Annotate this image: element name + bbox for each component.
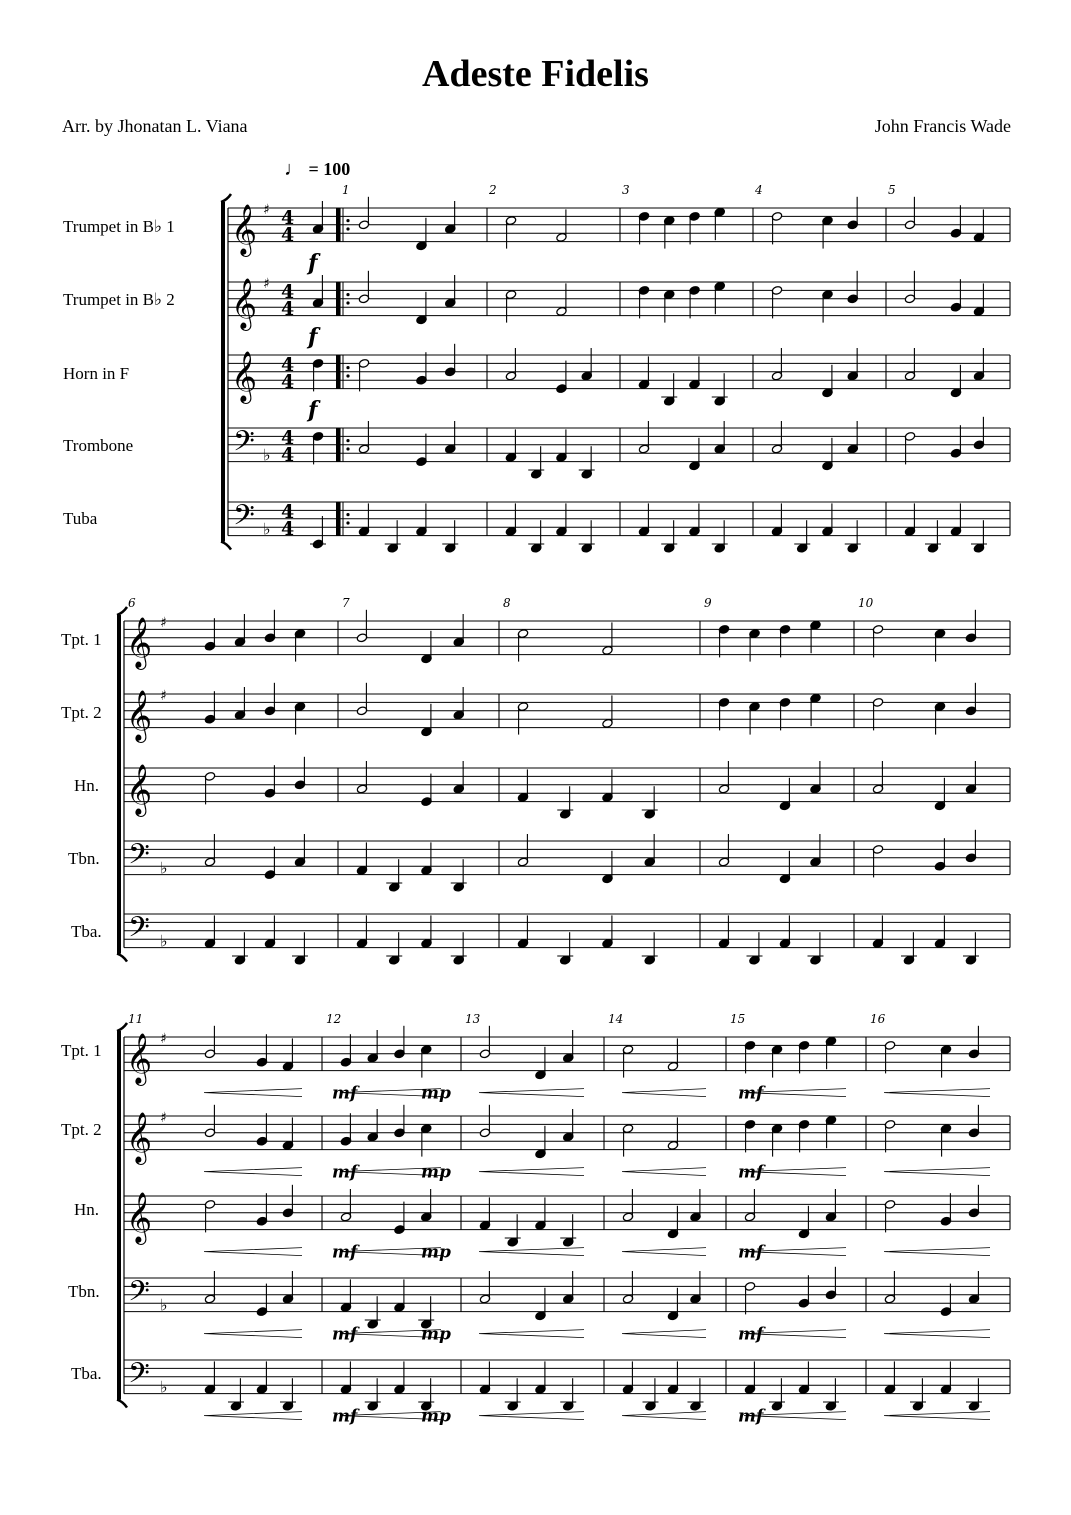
crescendo-hairpin — [479, 1168, 584, 1176]
crescendo-hairpin — [622, 1330, 706, 1338]
system-bracket — [117, 615, 121, 954]
instrument-name-horn: Horn in F — [63, 364, 130, 383]
score-title: Adeste Fidelis — [422, 53, 649, 95]
repeat-barline-thick — [336, 502, 340, 536]
instrument-short-horn: Hn. — [74, 776, 100, 795]
system-bracket — [117, 1031, 121, 1400]
dynamic-mezzo-forte: mf — [332, 1083, 358, 1104]
measure-number: 14 — [608, 1012, 624, 1026]
measure-number: 8 — [503, 596, 511, 610]
repeat-barline-thick — [336, 428, 340, 462]
system-bracket-bottom — [221, 542, 231, 550]
crescendo-hairpin — [884, 1412, 990, 1420]
repeat-barline-thick — [336, 208, 340, 242]
dynamic-mezzo-forte: mf — [738, 1083, 764, 1104]
dynamic-mezzo-piano: mp — [421, 1324, 451, 1345]
dynamic-forte: f — [308, 324, 318, 350]
crescendo-hairpin — [884, 1248, 990, 1256]
flat-icon: ♭ — [160, 858, 168, 878]
time-signature-denominator: 4 — [281, 444, 295, 466]
flat-icon: ♭ — [263, 519, 271, 539]
system-bracket-bottom — [117, 954, 127, 962]
system-bracket-top — [117, 1023, 127, 1031]
dynamic-mezzo-forte: mf — [332, 1242, 358, 1263]
flat-icon: ♭ — [160, 931, 168, 951]
time-signature-numerator: 4 — [281, 427, 295, 449]
repeat-dot — [346, 513, 349, 516]
treble-clef-icon: 𝄞 — [126, 764, 153, 815]
sharp-icon: ♯ — [160, 1110, 167, 1126]
time-signature-numerator: 4 — [281, 354, 295, 376]
repeat-dot — [346, 447, 349, 450]
crescendo-hairpin — [622, 1089, 706, 1097]
bass-clef-icon: 𝄢 — [233, 499, 255, 539]
measure-number: 5 — [888, 183, 896, 197]
measure-number: 2 — [489, 183, 497, 197]
instrument-short-trombone: Tbn. — [68, 1282, 100, 1301]
sharp-icon: ♯ — [263, 276, 270, 292]
bass-clef-icon: 𝄢 — [233, 425, 255, 465]
sharp-icon: ♯ — [160, 688, 167, 704]
dynamic-mezzo-piano: mp — [421, 1406, 451, 1427]
repeat-dot — [346, 227, 349, 230]
instrument-short-trombone: Tbn. — [68, 849, 100, 868]
measure-number: 13 — [465, 1012, 481, 1026]
dynamic-mezzo-piano: mp — [421, 1083, 451, 1104]
flat-icon: ♭ — [160, 1295, 168, 1315]
time-signature-numerator: 4 — [281, 501, 295, 523]
measure-number: 12 — [326, 1012, 342, 1026]
instrument-short-tuba: Tba. — [71, 922, 102, 941]
crescendo-hairpin — [884, 1330, 990, 1338]
crescendo-hairpin — [479, 1248, 584, 1256]
crescendo-hairpin — [622, 1168, 706, 1176]
instrument-short-trumpet-1: Tpt. 1 — [61, 630, 102, 649]
dynamic-mezzo-forte: mf — [738, 1242, 764, 1263]
instrument-short-trumpet-2: Tpt. 2 — [61, 703, 102, 722]
measure-number: 3 — [622, 183, 630, 197]
repeat-dot — [346, 439, 349, 442]
time-signature-denominator: 4 — [281, 298, 295, 320]
time-signature-numerator: 4 — [281, 207, 295, 229]
instrument-name-trumpet-2: Trumpet in B♭ 2 — [63, 290, 175, 309]
dynamic-mezzo-forte: mf — [332, 1162, 358, 1183]
crescendo-hairpin — [622, 1248, 706, 1256]
treble-clef-icon: 𝄞 — [231, 351, 258, 402]
crescendo-hairpin — [479, 1412, 584, 1420]
crescendo-hairpin — [204, 1089, 302, 1097]
repeat-dot — [346, 366, 349, 369]
system-bracket — [221, 202, 225, 542]
bass-clef-icon: 𝄢 — [128, 911, 150, 951]
time-signature-denominator: 4 — [281, 518, 295, 540]
crescendo-hairpin — [479, 1330, 584, 1338]
dynamic-mezzo-piano: mp — [421, 1162, 451, 1183]
treble-clef-icon: 𝄞 — [126, 1192, 153, 1243]
composer-credit: John Francis Wade — [874, 116, 1011, 136]
treble-clef-icon: 𝄞 — [126, 617, 153, 668]
treble-clef-icon: 𝄞 — [231, 278, 258, 329]
instrument-name-tuba: Tuba — [63, 509, 98, 528]
dynamic-mezzo-forte: mf — [738, 1162, 764, 1183]
system-bracket-top — [117, 607, 127, 615]
crescendo-hairpin — [479, 1089, 584, 1097]
measure-number: 10 — [858, 596, 874, 610]
dynamic-mezzo-forte: mf — [332, 1324, 358, 1345]
crescendo-hairpin — [204, 1412, 302, 1420]
crescendo-hairpin — [204, 1168, 302, 1176]
instrument-short-tuba: Tba. — [71, 1364, 102, 1383]
sharp-icon: ♯ — [160, 615, 167, 631]
measure-number: 16 — [870, 1012, 886, 1026]
crescendo-hairpin — [884, 1168, 990, 1176]
crescendo-hairpin — [884, 1089, 990, 1097]
repeat-dot — [346, 219, 349, 222]
repeat-dot — [346, 301, 349, 304]
crescendo-hairpin — [204, 1330, 302, 1338]
dynamic-mezzo-forte: mf — [738, 1324, 764, 1345]
sharp-icon: ♯ — [263, 202, 270, 218]
crescendo-hairpin — [622, 1412, 706, 1420]
measure-number: 11 — [128, 1012, 144, 1026]
repeat-dot — [346, 374, 349, 377]
measure-number: 7 — [342, 596, 350, 610]
dynamic-mezzo-piano: mp — [421, 1242, 451, 1263]
flat-icon: ♭ — [263, 445, 271, 465]
system-bracket-bottom — [117, 1400, 127, 1408]
bass-clef-icon: 𝄢 — [128, 1275, 150, 1315]
time-signature-denominator: 4 — [281, 371, 295, 393]
bass-clef-icon: 𝄢 — [128, 838, 150, 878]
dynamic-forte: f — [308, 397, 318, 423]
instrument-short-trumpet-2: Tpt. 2 — [61, 1120, 102, 1139]
repeat-dot — [346, 521, 349, 524]
arranger-credit: Arr. by Jhonatan L. Viana — [62, 116, 248, 136]
instrument-short-horn: Hn. — [74, 1200, 100, 1219]
time-signature-numerator: 4 — [281, 281, 295, 303]
system-bracket-top — [221, 194, 231, 202]
treble-clef-icon: 𝄞 — [126, 1033, 153, 1084]
measure-number: 6 — [128, 596, 136, 610]
treble-clef-icon: 𝄞 — [126, 690, 153, 741]
bass-clef-icon: 𝄢 — [128, 1357, 150, 1397]
instrument-short-trumpet-1: Tpt. 1 — [61, 1041, 102, 1060]
dynamic-mezzo-forte: mf — [738, 1406, 764, 1427]
measure-number: 9 — [704, 596, 712, 610]
repeat-barline-thick — [336, 282, 340, 316]
measure-number: 1 — [342, 183, 350, 197]
instrument-name-trumpet-1: Trumpet in B♭ 1 — [63, 217, 175, 236]
quarter-note-icon: ♩ — [284, 158, 304, 180]
instrument-name-trombone: Trombone — [63, 436, 134, 455]
dynamic-mezzo-forte: mf — [332, 1406, 358, 1427]
treble-clef-icon: 𝄞 — [231, 204, 258, 255]
crescendo-hairpin — [204, 1248, 302, 1256]
tempo-value: = 100 — [308, 159, 351, 179]
flat-icon: ♭ — [160, 1377, 168, 1397]
dynamic-forte: f — [308, 250, 318, 276]
sharp-icon: ♯ — [160, 1031, 167, 1047]
time-signature-denominator: 4 — [281, 224, 295, 246]
measure-number: 4 — [755, 183, 763, 197]
repeat-dot — [346, 293, 349, 296]
treble-clef-icon: 𝄞 — [126, 1112, 153, 1163]
repeat-barline-thick — [336, 355, 340, 389]
measure-number: 15 — [730, 1012, 746, 1026]
